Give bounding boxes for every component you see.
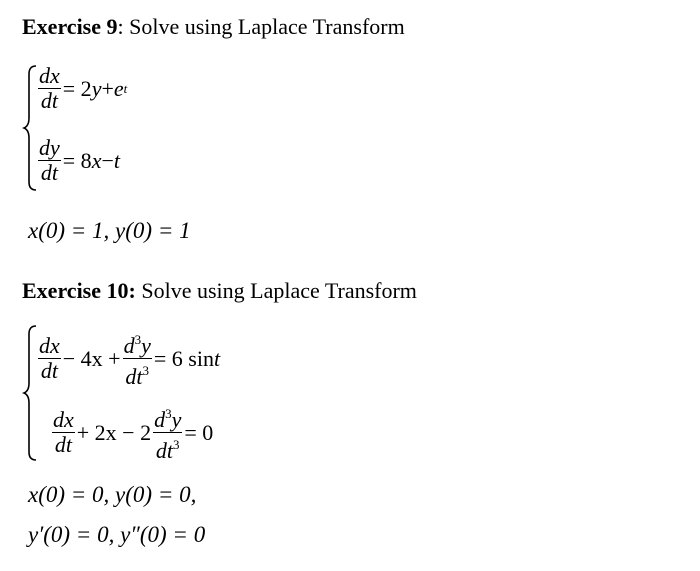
- exercise-10-initial-conditions-2: y′(0) = 0, y″(0) = 0: [28, 522, 206, 547]
- dx-dt-fraction: $\frac{dx}{dt}$: [53, 407, 74, 457]
- dx-dt-fraction: $\frac{dx}{dt}$: [39, 63, 60, 113]
- exercise-9-heading: [22, 14, 405, 40]
- exercise-10-label: Exercise 10:: [22, 278, 136, 303]
- exercise-10-initial-conditions-1: x(0) = 0, y(0) = 0,: [28, 482, 197, 507]
- exercise-9-title-rest: : Solve using Laplace Transform: [117, 14, 405, 39]
- exercise-9-equation-2: $\frac{dy}{dt}$ = 8 x − t: [39, 135, 120, 185]
- dy-dt-fraction: $\frac{dy}{dt}$: [39, 135, 60, 185]
- d3y-dt3-fraction: $\frac{d^3y}{dt^3}$: [123, 328, 152, 389]
- d3y-dt3-fraction: $\frac{d^3y}{dt^3}$: [153, 402, 182, 463]
- exercise-9-equation-1: $\frac{dx}{dt}$ = 2 y + e t: [39, 63, 128, 113]
- exercise-9-system: [22, 64, 212, 192]
- exercise-10-equation-2: $\frac{dx}{dt}$ + 2x − 2 $\frac{d^3y}{dt^3}$ = 0: [50, 402, 213, 463]
- exercise-10-heading: [22, 278, 417, 304]
- exercise-9-label: Exercise 9: [22, 14, 118, 39]
- exercise-10-equation-1: $\frac{dx}{dt}$ − 4x + $\frac{d^3y}{dt^3}$ = 6 sin t: [36, 328, 220, 389]
- exercise-9-initial-conditions: x(0) = 1, y(0) = 1: [28, 218, 191, 243]
- exercise-10-title-rest: Solve using Laplace Transform: [135, 278, 417, 303]
- dx-dt-fraction: $\frac{dx}{dt}$: [39, 333, 60, 383]
- exercise-10-system: [22, 324, 282, 462]
